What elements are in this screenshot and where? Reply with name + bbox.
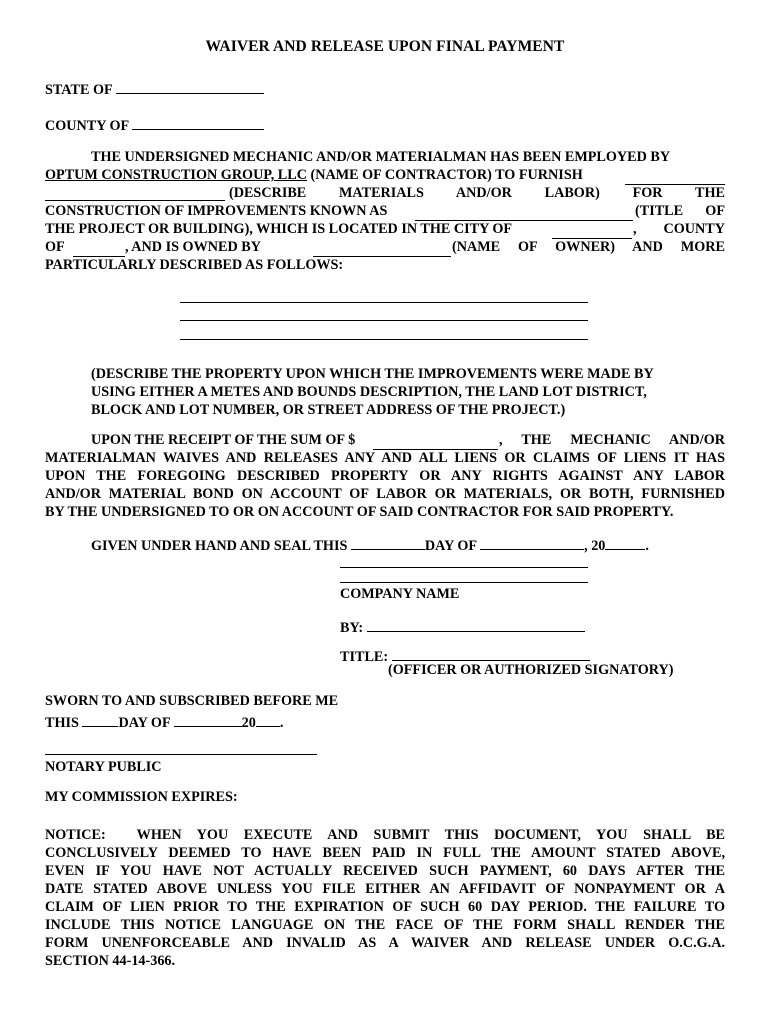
officer-note: (OFFICER OR AUTHORIZED SIGNATORY): [388, 662, 674, 678]
furnish-blank[interactable]: [625, 169, 725, 185]
contractor-name: OPTUM CONSTRUCTION GROUP, LLC: [45, 167, 307, 183]
paragraph2-line4: AND/OR MATERIAL BOND ON ACCOUNT OF LABOR OR MATERIALS, OR BOTH, FURNISHED: [45, 486, 725, 502]
paragraph1-line4: [45, 203, 725, 220]
sworn-line1: SWORN TO AND SUBSCRIBED BEFORE ME: [45, 693, 339, 709]
notice-line2: CONCLUSIVELY DEEMED TO HAVE BEEN PAID IN FULL THE AMOUNT STATED ABOVE,: [45, 845, 725, 861]
given-year-blank[interactable]: [605, 534, 645, 550]
paragraph2-line2: MATERIALMAN WAIVES AND RELEASES ANY AND ALL LIENS OR CLAIMS OF LIENS IT HAS: [45, 450, 725, 466]
paragraph1-line4b: (TITLE OF: [635, 203, 725, 219]
company-signature-upper-line: [340, 567, 588, 568]
notary-signature-line[interactable]: [45, 754, 317, 755]
by-label: BY:: [340, 620, 364, 636]
notice-line1: NOTICE: WHEN YOU EXECUTE AND SUBMIT THIS DOCUMENT, YOU SHALL BE: [45, 827, 725, 843]
owner-blank[interactable]: [313, 241, 451, 257]
county-blank[interactable]: [132, 114, 264, 130]
state-field: [45, 78, 264, 99]
paragraph1-line5b: , COUNTY: [633, 221, 725, 237]
property-description-line-3[interactable]: [180, 339, 588, 340]
paragraph1-line6b: , AND IS OWNED BY: [125, 239, 261, 255]
given-text-d: .: [645, 538, 649, 554]
company-name-label: COMPANY NAME: [340, 586, 460, 602]
sworn-text-c: 20: [241, 715, 256, 731]
notice-line4: DATE STATED ABOVE UNLESS YOU FILE EITHER AN AFFIDAVIT OF NONPAYMENT OR A: [45, 881, 725, 897]
paragraph2-line1a: UPON THE RECEIPT OF THE SUM OF $: [91, 432, 356, 448]
paragraph1-line6c: (NAME OF OWNER) AND MORE: [452, 239, 725, 255]
paragraph1-line1: THE UNDERSIGNED MECHANIC AND/OR MATERIALMAN HAS BEEN EMPLOYED BY: [91, 149, 671, 165]
sworn-text-a: THIS: [45, 715, 79, 731]
project-title-blank[interactable]: [415, 205, 633, 221]
notice-line7: FORM UNENFORCEABLE AND INVALID AS A WAIVER AND RELEASE UNDER O.C.G.A.: [45, 935, 725, 951]
paragraph1-line3-text: (DESCRIBE MATERIALS AND/OR LABOR) FOR THE: [229, 185, 725, 201]
title-blank[interactable]: [392, 645, 590, 661]
document-title: WAIVER AND RELEASE UPON FINAL PAYMENT: [205, 38, 565, 55]
notice-line3: EVEN IF YOU HAVE NOT ACTUALLY RECEIVED SUCH PAYMENT, 60 DAYS AFTER THE: [45, 863, 725, 879]
property-note-line1: (DESCRIBE THE PROPERTY UPON WHICH THE IMPROVEMENTS WERE MADE BY: [91, 366, 654, 382]
title-label: TITLE:: [340, 649, 389, 665]
by-blank[interactable]: [367, 616, 585, 632]
sworn-line2: [45, 711, 283, 732]
paragraph2-line5: BY THE UNDERSIGNED TO OR ON ACCOUNT OF SAID CONTRACTOR FOR SAID PROPERTY.: [45, 504, 674, 520]
county-label: COUNTY OF: [45, 118, 129, 134]
paragraph1-line7: PARTICULARLY DESCRIBED AS FOLLOWS:: [45, 257, 344, 273]
county-name-blank[interactable]: [73, 241, 125, 257]
sworn-year-blank[interactable]: [256, 711, 280, 727]
paragraph2-line3: UPON THE FOREGOING DESCRIBED PROPERTY OR ANY RIGHTS AGAINST ANY LABOR: [45, 468, 725, 484]
notary-public-label: NOTARY PUBLIC: [45, 759, 162, 775]
property-note-line2: USING EITHER A METES AND BOUNDS DESCRIPTION, THE LAND LOT DISTRICT,: [91, 384, 647, 400]
notice-line6: INCLUDE THIS NOTICE LANGUAGE ON THE FACE OF THE FORM SHALL RENDER THE: [45, 917, 725, 933]
county-field: [45, 114, 264, 135]
given-line: [91, 534, 649, 555]
materials-blank[interactable]: [45, 185, 225, 201]
commission-expires-label: MY COMMISSION EXPIRES:: [45, 789, 238, 805]
given-text-b: DAY OF: [424, 538, 477, 554]
property-description-line-1[interactable]: [180, 302, 588, 303]
property-description-line-2[interactable]: [180, 320, 588, 321]
paragraph1-line4a: CONSTRUCTION OF IMPROVEMENTS KNOWN AS: [45, 203, 388, 219]
property-note-line3: BLOCK AND LOT NUMBER, OR STREET ADDRESS OF THE PROJECT.): [91, 402, 566, 418]
company-signature-line[interactable]: [340, 582, 588, 583]
paragraph1-line2-rest: (NAME OF CONTRACTOR) TO FURNISH: [310, 167, 583, 183]
by-field: [340, 616, 585, 637]
paragraph1-line5a: THE PROJECT OR BUILDING), WHICH IS LOCATED IN THE CITY OF: [45, 221, 513, 237]
notice-line5: CLAIM OF LIEN PRIOR TO THE EXPIRATION OF SUCH 60 DAY PERIOD. THE FAILURE TO: [45, 899, 725, 915]
paragraph1-line5: [45, 221, 725, 238]
given-day-blank[interactable]: [351, 534, 425, 550]
given-text-c: , 20: [584, 538, 606, 554]
sworn-text-b: DAY OF: [118, 715, 171, 731]
given-month-blank[interactable]: [480, 534, 584, 550]
sum-blank[interactable]: [373, 434, 498, 450]
paragraph2-line1: [91, 432, 725, 449]
state-label: STATE OF: [45, 82, 113, 98]
notice-line8: SECTION 44-14-366.: [45, 953, 176, 969]
paragraph1-line2: [45, 167, 725, 184]
sworn-day-blank[interactable]: [82, 711, 118, 727]
paragraph1-line6: [45, 239, 725, 256]
sworn-month-blank[interactable]: [174, 711, 242, 727]
paragraph1-line6a: OF: [45, 239, 65, 255]
paragraph2-line1b: , THE MECHANIC AND/OR: [499, 432, 725, 448]
city-blank[interactable]: [552, 223, 632, 239]
state-blank[interactable]: [116, 78, 264, 94]
given-text-a: GIVEN UNDER HAND AND SEAL THIS: [91, 538, 348, 554]
sworn-text-d: .: [279, 715, 284, 731]
